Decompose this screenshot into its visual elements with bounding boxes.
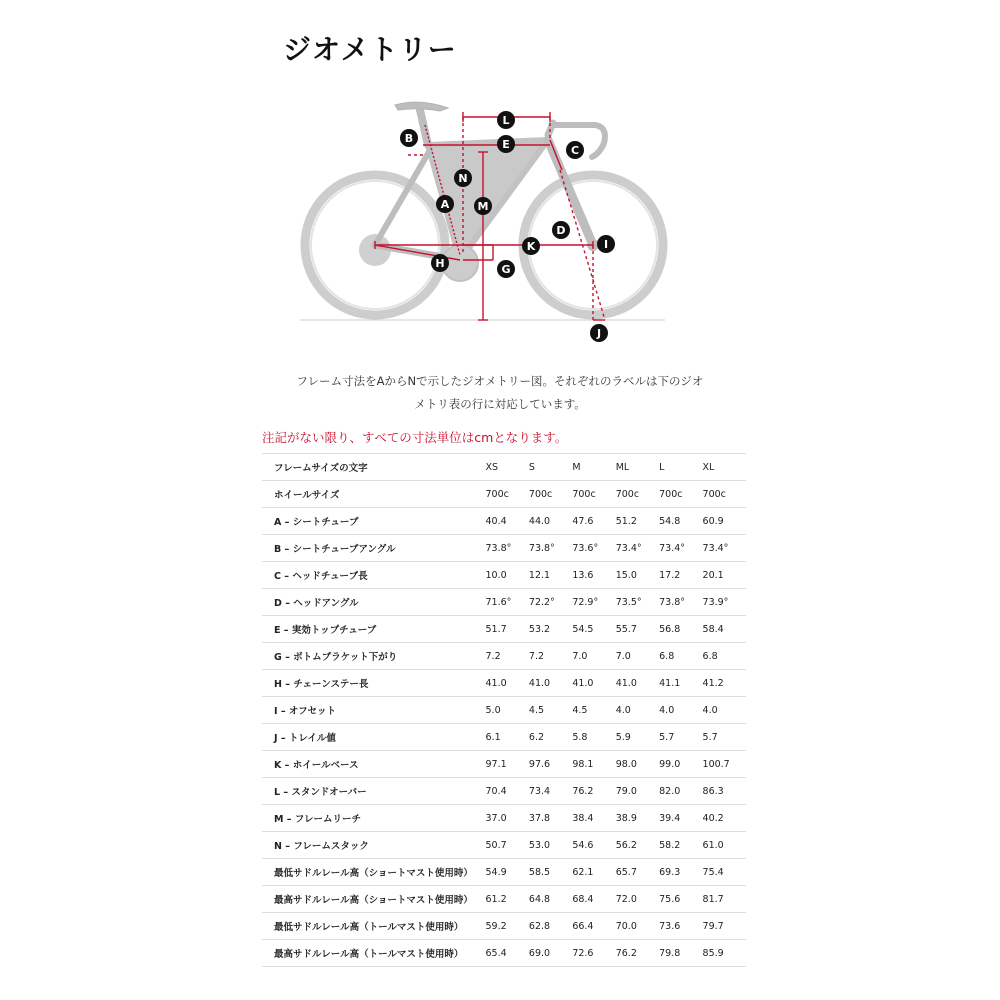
- row-value: 53.0: [529, 832, 572, 859]
- row-value: 62.1: [572, 859, 615, 886]
- row-value: 70.0: [616, 913, 659, 940]
- table-row: [262, 940, 746, 967]
- row-value: 41.2: [703, 670, 746, 697]
- unit-notice: 注記がない限り、すべての寸法単位はcmとなります。: [262, 430, 568, 445]
- table-row: [262, 589, 746, 616]
- table-row: [262, 562, 746, 589]
- svg-text:I: I: [603, 238, 609, 251]
- marker-c: [566, 141, 584, 159]
- row-label: G – ボトムブラケット下がり: [262, 643, 486, 670]
- size-header: ML: [616, 454, 659, 481]
- table-row: [262, 913, 746, 940]
- row-value: 55.7: [616, 616, 659, 643]
- row-value: 61.2: [486, 886, 529, 913]
- row-value: 5.8: [572, 724, 615, 751]
- row-value: 6.8: [659, 643, 702, 670]
- row-value: 79.7: [703, 913, 746, 940]
- row-label: E – 実効トップチューブ: [262, 616, 486, 643]
- row-value: 37.0: [486, 805, 529, 832]
- table-row: [262, 535, 746, 562]
- row-value: 700c: [572, 481, 615, 508]
- size-header: XS: [486, 454, 529, 481]
- row-value: 12.1: [529, 562, 572, 589]
- row-value: 7.2: [529, 643, 572, 670]
- row-value: 58.2: [659, 832, 702, 859]
- row-value: 51.7: [486, 616, 529, 643]
- row-value: 70.4: [486, 778, 529, 805]
- row-value: 72.9°: [572, 589, 615, 616]
- row-value: 69.3: [659, 859, 702, 886]
- table-row: [262, 805, 746, 832]
- table-row: [262, 643, 746, 670]
- row-value: 40.4: [486, 508, 529, 535]
- row-value: 72.2°: [529, 589, 572, 616]
- row-value: 97.6: [529, 751, 572, 778]
- row-value: 86.3: [703, 778, 746, 805]
- row-value: 59.2: [486, 913, 529, 940]
- row-value: 41.0: [529, 670, 572, 697]
- row-value: 5.7: [703, 724, 746, 751]
- size-header: L: [659, 454, 702, 481]
- row-label: 最低サドルレール高（ショートマスト使用時）: [262, 859, 486, 886]
- marker-b: [400, 129, 418, 147]
- svg-text:K: K: [526, 240, 536, 253]
- row-value: 5.0: [486, 697, 529, 724]
- row-value: 37.8: [529, 805, 572, 832]
- svg-text:B: B: [404, 132, 414, 145]
- row-value: 82.0: [659, 778, 702, 805]
- table-row: [262, 832, 746, 859]
- svg-text:L: L: [502, 114, 510, 127]
- marker-l: [474, 197, 492, 215]
- row-value: 54.8: [659, 508, 702, 535]
- diagram-caption: [270, 370, 730, 416]
- row-value: 7.2: [486, 643, 529, 670]
- row-value: 7.0: [616, 643, 659, 670]
- page-title: ジオメトリー: [283, 33, 457, 66]
- marker-m: [497, 111, 515, 129]
- row-value: 700c: [659, 481, 702, 508]
- row-value: 38.4: [572, 805, 615, 832]
- row-value: 58.5: [529, 859, 572, 886]
- row-label: C – ヘッドチューブ長: [262, 562, 486, 589]
- row-value: 81.7: [703, 886, 746, 913]
- row-value: 54.5: [572, 616, 615, 643]
- row-label: N – フレームスタック: [262, 832, 486, 859]
- row-value: 58.4: [703, 616, 746, 643]
- row-value: 6.2: [529, 724, 572, 751]
- row-value: 72.6: [572, 940, 615, 967]
- row-value: 41.1: [659, 670, 702, 697]
- row-value: 40.2: [703, 805, 746, 832]
- row-value: 73.9°: [703, 589, 746, 616]
- table-row: [262, 508, 746, 535]
- row-value: 61.0: [703, 832, 746, 859]
- row-label: L – スタンドオーバー: [262, 778, 486, 805]
- row-value: 60.9: [703, 508, 746, 535]
- svg-text:D: D: [556, 224, 566, 237]
- row-value: 56.8: [659, 616, 702, 643]
- row-label: H – チェーンステー長: [262, 670, 486, 697]
- svg-text:G: G: [501, 263, 511, 276]
- geometry-table: [262, 453, 746, 967]
- row-value: 73.8°: [486, 535, 529, 562]
- row-label: J – トレイル値: [262, 724, 486, 751]
- marker-n: [454, 169, 472, 187]
- row-value: 10.0: [486, 562, 529, 589]
- row-value: 38.9: [616, 805, 659, 832]
- table-row: [262, 778, 746, 805]
- row-value: 100.7: [703, 751, 746, 778]
- row-value: 73.8°: [659, 589, 702, 616]
- row-value: 17.2: [659, 562, 702, 589]
- size-header: XL: [703, 454, 746, 481]
- row-value: 54.6: [572, 832, 615, 859]
- row-value: 15.0: [616, 562, 659, 589]
- marker-j: [590, 324, 608, 342]
- row-value: 98.0: [616, 751, 659, 778]
- row-value: 62.8: [529, 913, 572, 940]
- row-value: 73.4°: [659, 535, 702, 562]
- row-value: 71.6°: [486, 589, 529, 616]
- row-value: 65.4: [486, 940, 529, 967]
- row-value: 73.8°: [529, 535, 572, 562]
- table-header-label: フレームサイズの文字: [262, 454, 486, 481]
- row-value: 54.9: [486, 859, 529, 886]
- row-value: 44.0: [529, 508, 572, 535]
- marker-k: [522, 237, 540, 255]
- row-label: A – シートチューブ: [262, 508, 486, 535]
- row-value: 76.2: [572, 778, 615, 805]
- row-value: 39.4: [659, 805, 702, 832]
- svg-text:E: E: [502, 138, 510, 151]
- row-value: 4.0: [616, 697, 659, 724]
- row-value: 53.2: [529, 616, 572, 643]
- row-value: 65.7: [616, 859, 659, 886]
- size-header: S: [529, 454, 572, 481]
- marker-d: [552, 221, 570, 239]
- row-value: 85.9: [703, 940, 746, 967]
- row-value: 5.9: [616, 724, 659, 751]
- row-value: 4.5: [529, 697, 572, 724]
- svg-text:A: A: [440, 198, 450, 211]
- row-label: 最高サドルレール高（ショートマスト使用時）: [262, 886, 486, 913]
- table-row: [262, 616, 746, 643]
- row-value: 69.0: [529, 940, 572, 967]
- svg-text:H: H: [435, 257, 445, 270]
- row-value: 68.4: [572, 886, 615, 913]
- row-value: 41.0: [572, 670, 615, 697]
- table-row: [262, 697, 746, 724]
- row-value: 97.1: [486, 751, 529, 778]
- row-value: 700c: [703, 481, 746, 508]
- row-value: 4.5: [572, 697, 615, 724]
- row-value: 73.6: [659, 913, 702, 940]
- row-value: 700c: [616, 481, 659, 508]
- caption-line: フレーム寸法をAからNで示したジオメトリー図。それぞれのラベルは下のジオ: [296, 374, 704, 388]
- row-value: 4.0: [703, 697, 746, 724]
- caption-line: メトリ表の行に対応しています。: [414, 397, 586, 411]
- table-row: [262, 886, 746, 913]
- table-row: [262, 724, 746, 751]
- table-row: [262, 670, 746, 697]
- svg-text:J: J: [596, 327, 602, 340]
- row-value: 79.8: [659, 940, 702, 967]
- table-header-row: [262, 454, 746, 481]
- row-value: 98.1: [572, 751, 615, 778]
- row-label: 最低サドルレール高（トールマスト使用時）: [262, 913, 486, 940]
- svg-text:C: C: [570, 144, 580, 157]
- table-row: [262, 481, 746, 508]
- row-value: 56.2: [616, 832, 659, 859]
- row-value: 700c: [529, 481, 572, 508]
- row-label: K – ホイールベース: [262, 751, 486, 778]
- row-value: 73.6°: [572, 535, 615, 562]
- table-row: [262, 859, 746, 886]
- row-value: 51.2: [616, 508, 659, 535]
- row-value: 50.7: [486, 832, 529, 859]
- marker-i: [597, 235, 615, 253]
- row-value: 73.5°: [616, 589, 659, 616]
- table-row: [262, 751, 746, 778]
- row-value: 76.2: [616, 940, 659, 967]
- row-label: I – オフセット: [262, 697, 486, 724]
- row-value: 6.1: [486, 724, 529, 751]
- row-value: 73.4°: [703, 535, 746, 562]
- svg-text:M: M: [477, 200, 489, 213]
- row-value: 13.6: [572, 562, 615, 589]
- marker-a: [436, 195, 454, 213]
- marker-g: [497, 260, 515, 278]
- marker-h: [431, 254, 449, 272]
- row-value: 72.0: [616, 886, 659, 913]
- row-value: 5.7: [659, 724, 702, 751]
- row-value: 64.8: [529, 886, 572, 913]
- row-value: 79.0: [616, 778, 659, 805]
- row-value: 99.0: [659, 751, 702, 778]
- row-value: 41.0: [486, 670, 529, 697]
- row-value: 6.8: [703, 643, 746, 670]
- geometry-diagram: [300, 95, 670, 350]
- row-value: 41.0: [616, 670, 659, 697]
- row-value: 73.4°: [616, 535, 659, 562]
- row-value: 66.4: [572, 913, 615, 940]
- row-value: 7.0: [572, 643, 615, 670]
- row-value: 47.6: [572, 508, 615, 535]
- row-value: 73.4: [529, 778, 572, 805]
- row-value: 20.1: [703, 562, 746, 589]
- row-value: 700c: [486, 481, 529, 508]
- svg-text:N: N: [458, 172, 468, 185]
- row-label: 最高サドルレール高（トールマスト使用時）: [262, 940, 486, 967]
- size-header: M: [572, 454, 615, 481]
- row-label: B – シートチューブアングル: [262, 535, 486, 562]
- row-label: D – ヘッドアングル: [262, 589, 486, 616]
- row-label: M – フレームリーチ: [262, 805, 486, 832]
- marker-e: [497, 135, 515, 153]
- row-value: 75.4: [703, 859, 746, 886]
- row-label: ホイールサイズ: [262, 481, 486, 508]
- row-value: 75.6: [659, 886, 702, 913]
- row-value: 4.0: [659, 697, 702, 724]
